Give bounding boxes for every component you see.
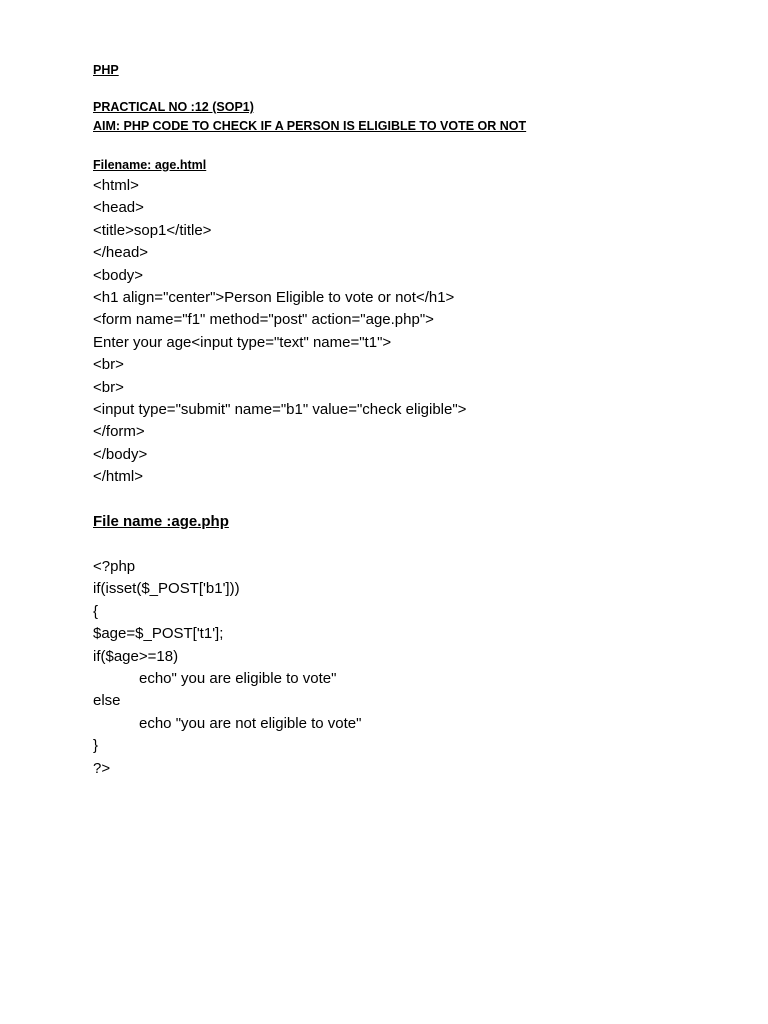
code-line: </html> xyxy=(93,468,144,486)
code-line: if(isset($_POST['b1'])) xyxy=(93,580,240,598)
code-line: { xyxy=(93,602,99,620)
code-line: } xyxy=(93,737,99,755)
code-line: <head> xyxy=(93,199,144,217)
code-line: <form name="f1" method="post" action="age.php"> xyxy=(93,311,434,329)
practical-number: PRACTICAL NO :12 (SOP1) xyxy=(93,100,254,114)
code-line: <body> xyxy=(93,266,144,284)
code-line: </body> xyxy=(93,445,148,463)
code-line: else xyxy=(93,692,121,710)
code-line: <h1 align="center">Person Eligible to vote or not</h1> xyxy=(93,289,455,307)
code-line: <br> xyxy=(93,378,124,396)
subject-heading: PHP xyxy=(93,63,119,77)
code-line: <br> xyxy=(93,356,124,374)
code-line: </form> xyxy=(93,423,145,441)
php-filename-label: File name :age.php xyxy=(93,513,229,530)
code-line: Enter your age<input type="text" name="t1"> xyxy=(93,333,392,351)
code-line: <?php xyxy=(93,558,136,575)
code-line: <title>sop1</title> xyxy=(93,221,212,239)
php-code-block xyxy=(93,556,361,780)
code-line: echo" you are eligible to vote" xyxy=(139,670,337,688)
code-line: </head> xyxy=(93,244,149,262)
code-line: if($age>=18) xyxy=(93,647,179,665)
code-line: echo "you are not eligible to vote" xyxy=(139,714,362,732)
code-line: <input type="submit" name="b1" value="check eligible"> xyxy=(93,401,467,419)
aim-heading: AIM: PHP CODE TO CHECK IF A PERSON IS ELIGIBLE TO VOTE OR NOT xyxy=(93,119,527,133)
html-filename-label: Filename: age.html xyxy=(93,158,207,172)
html-code-block xyxy=(93,175,466,489)
code-line: <html> xyxy=(93,177,139,194)
code-line: ?> xyxy=(93,759,111,777)
code-line: $age=$_POST['t1']; xyxy=(93,625,224,643)
